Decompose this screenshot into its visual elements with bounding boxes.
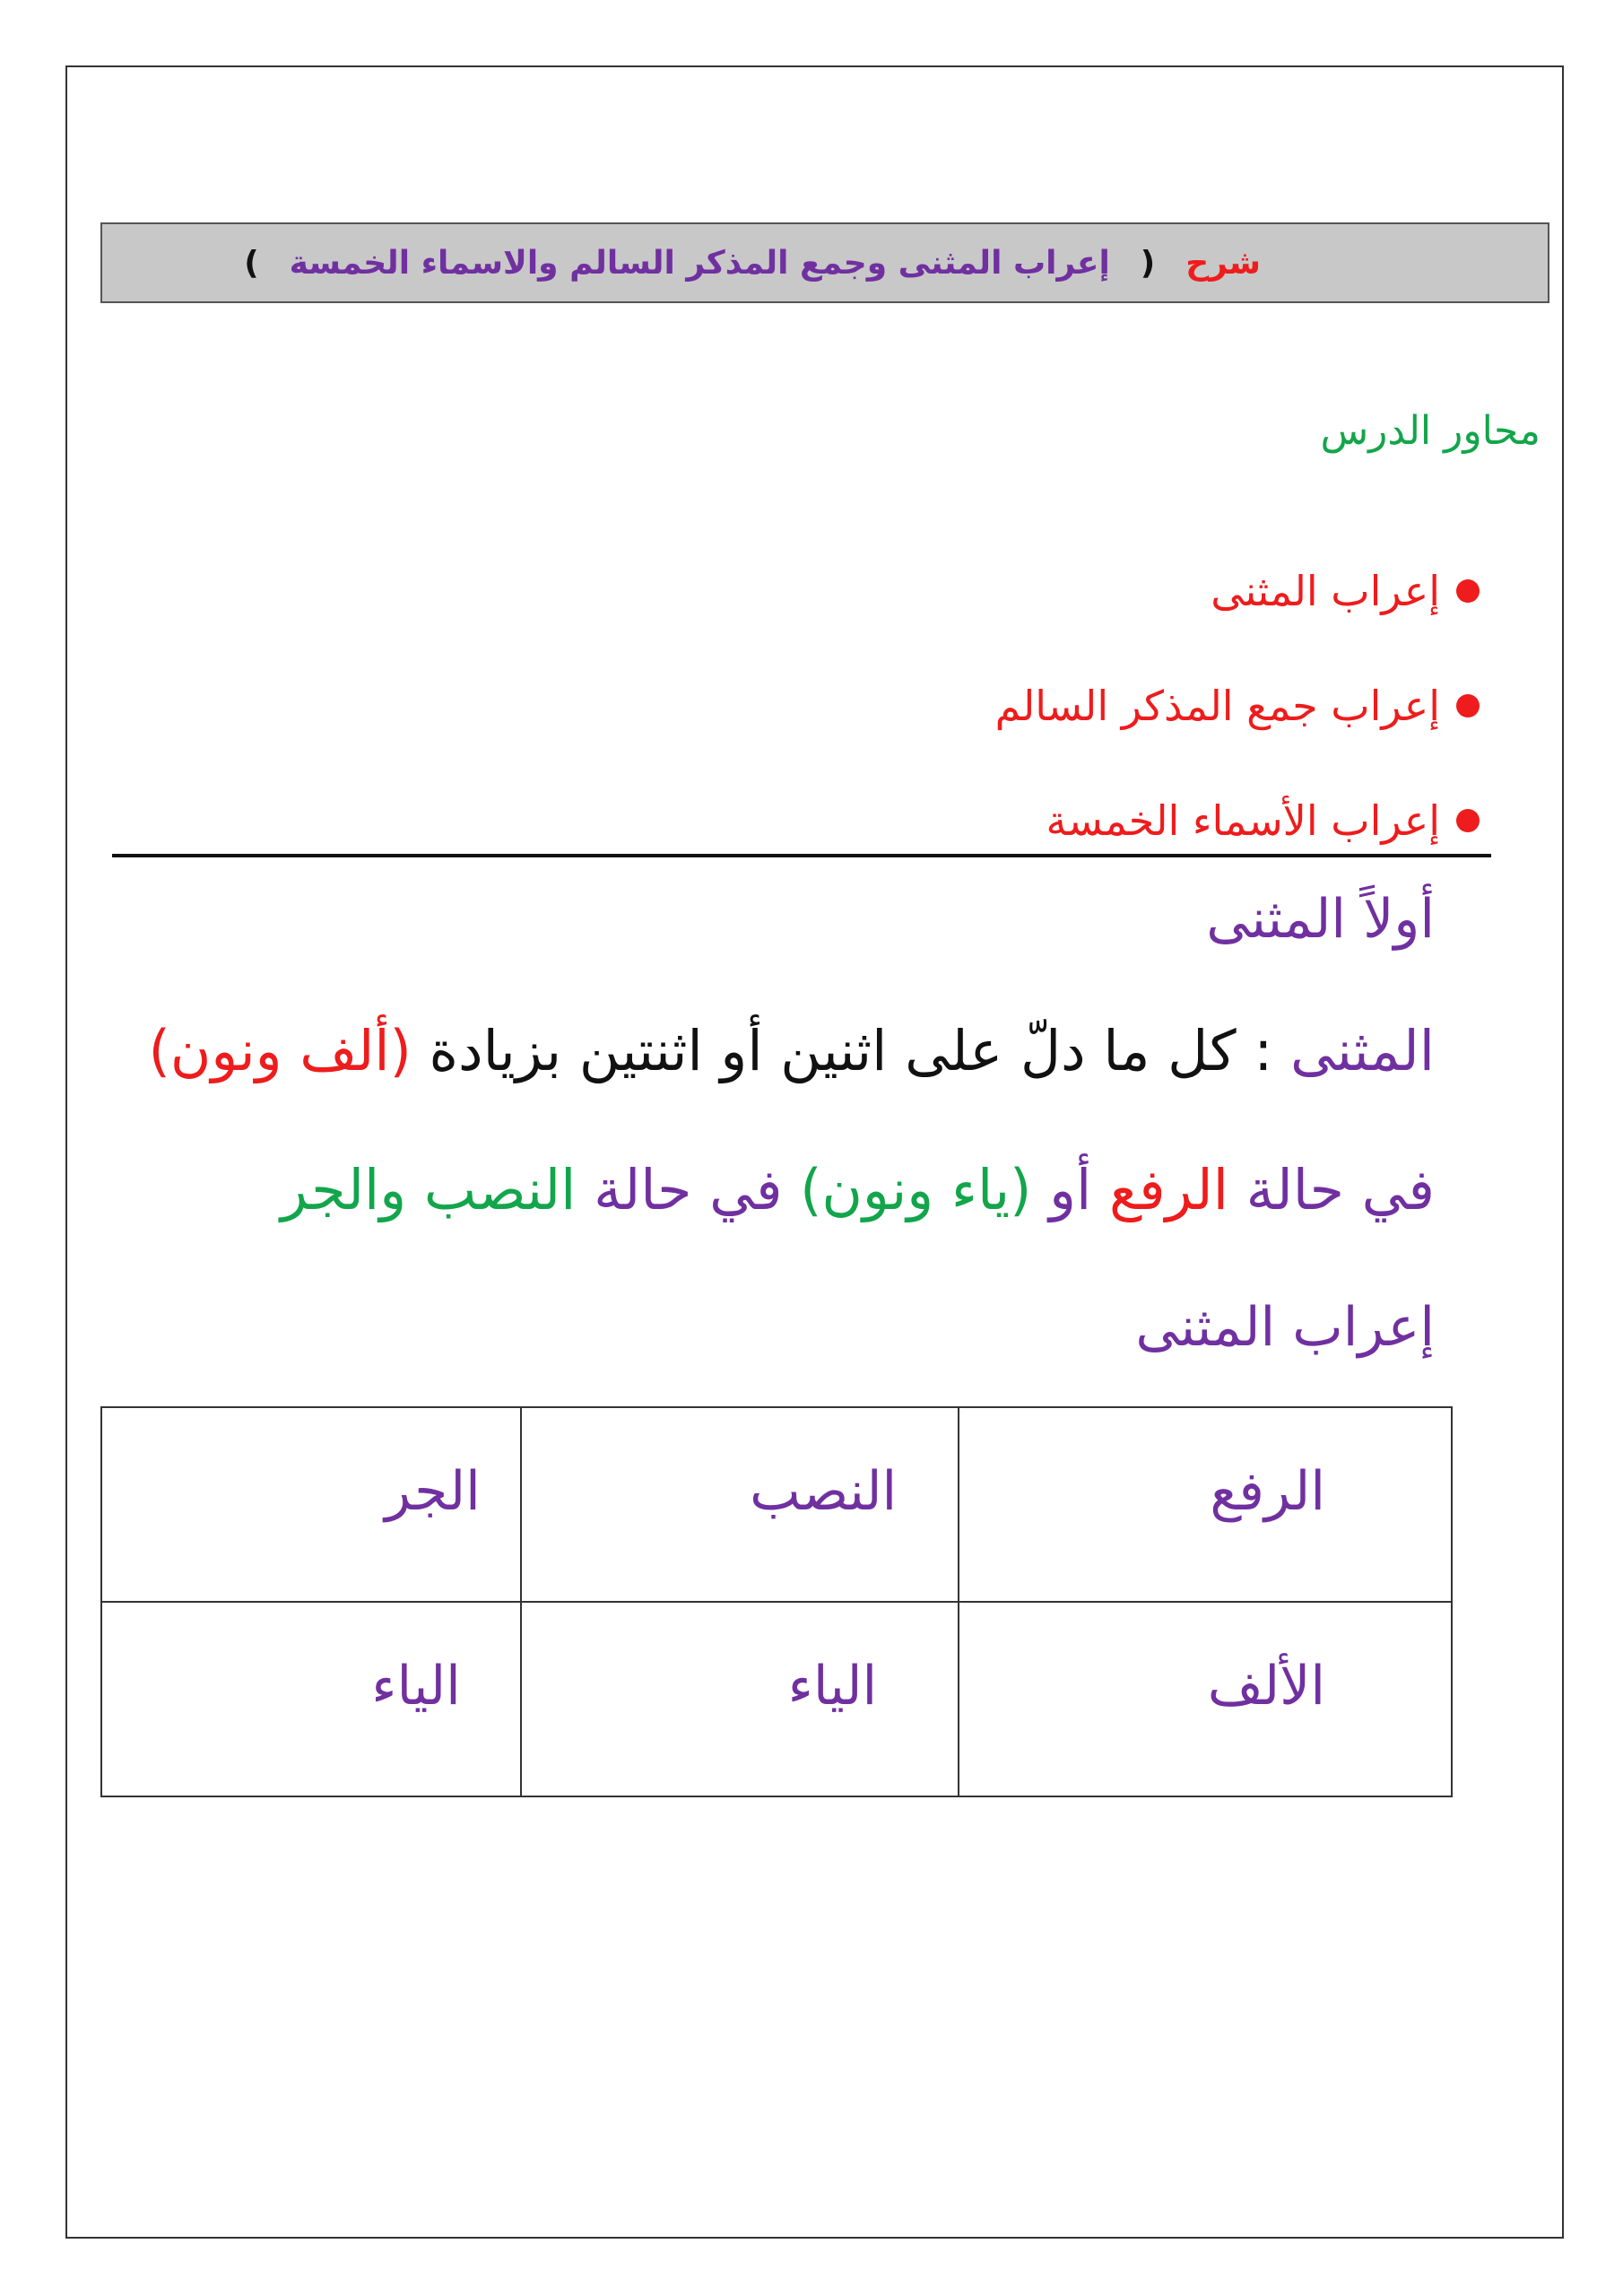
cases-table	[100, 1406, 1453, 1797]
topic-item	[995, 534, 1480, 648]
topic-item	[995, 648, 1480, 763]
table-header-cell: الرفع	[959, 1407, 1452, 1602]
case-text: في حالة	[576, 1157, 801, 1222]
irab-title: إعراب المثنى	[1135, 1296, 1435, 1359]
bullet-icon	[1456, 694, 1480, 718]
definition-colon: :	[1236, 1018, 1290, 1083]
page-border	[65, 65, 1564, 2239]
title-close-paren: )	[244, 244, 259, 282]
table-header-cell: النصب	[521, 1407, 959, 1602]
case-text: أو	[1031, 1157, 1109, 1222]
definition-cases-line	[281, 1157, 1435, 1222]
definition-term: المثنى	[1289, 1018, 1435, 1083]
definition-line	[149, 1018, 1435, 1083]
table-header-cell: الجر	[101, 1407, 521, 1602]
topic-label: إعراب جمع المذكر السالم	[994, 682, 1440, 730]
title-label: شرح	[1185, 244, 1261, 282]
definition-suffix: (ألف ونون)	[148, 1018, 412, 1083]
title-bar	[100, 222, 1549, 303]
topics-list	[995, 534, 1480, 878]
definition-text: كل ما دلّ على اثنين أو اثنتين بزيادة	[411, 1018, 1237, 1083]
case-nasb-jar: النصب والجر	[280, 1157, 577, 1222]
title-open-paren: (	[1140, 244, 1156, 282]
topic-label: إعراب الأسماء الخمسة	[1046, 796, 1440, 845]
table-cell: الياء	[101, 1602, 521, 1796]
table-cell: الألف	[959, 1602, 1452, 1796]
case-raf: الرفع	[1108, 1157, 1228, 1222]
bullet-icon	[1456, 579, 1480, 603]
case-text: في حالة	[1228, 1157, 1435, 1222]
section-title: أولاً المثنى	[1206, 888, 1435, 951]
case-suffix: (ياء ونون)	[800, 1157, 1032, 1222]
lesson-axes-heading: محاور الدرس	[1320, 408, 1541, 454]
table-header-row	[101, 1407, 1452, 1602]
title-text: إعراب المثنى وجمع المذكر السالم والاسماء الخمسة	[289, 244, 1110, 282]
table-cell: الياء	[521, 1602, 959, 1796]
topic-label: إعراب المثنى	[1211, 567, 1440, 615]
section-divider	[112, 854, 1491, 857]
topic-item	[995, 763, 1480, 878]
bullet-icon	[1456, 809, 1480, 832]
table-row	[101, 1602, 1452, 1796]
